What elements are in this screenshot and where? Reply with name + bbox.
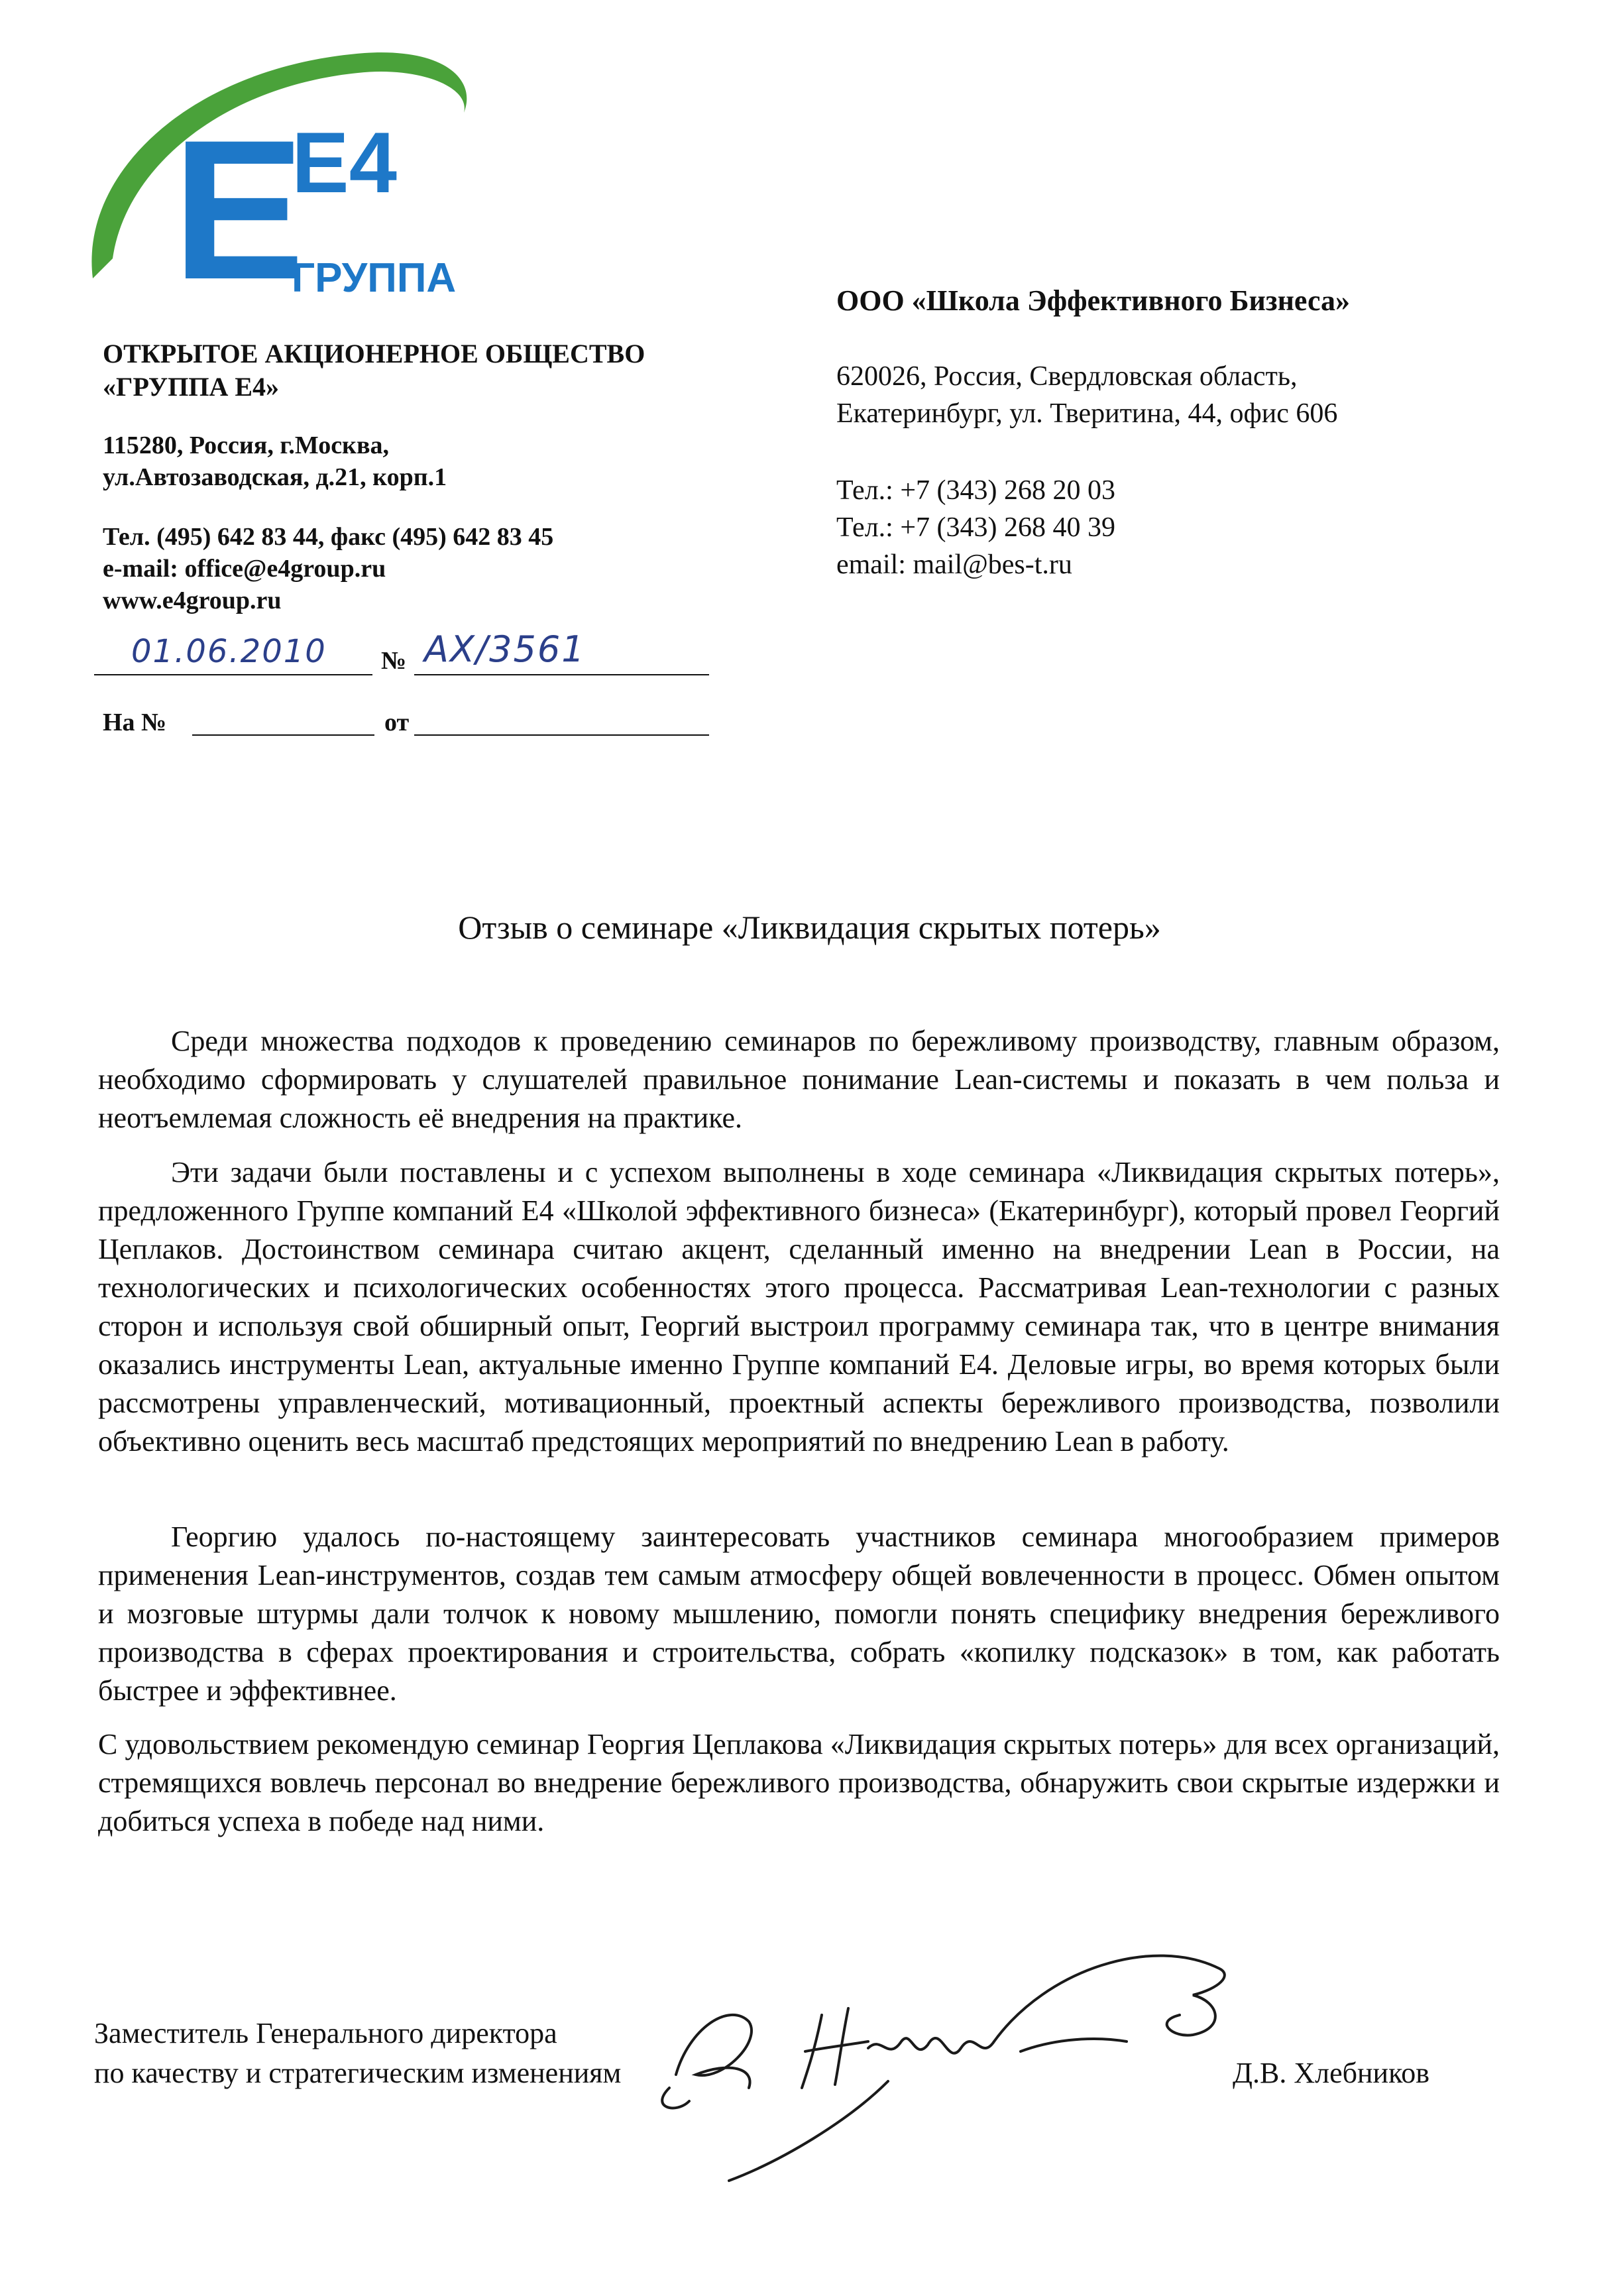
reply-number-line bbox=[192, 734, 374, 736]
recipient-phone1: Тел.: +7 (343) 268 20 03 bbox=[836, 475, 1115, 506]
handwritten-date: 01.06.2010 bbox=[131, 633, 327, 670]
reply-from-line bbox=[414, 734, 709, 736]
recipient-email: email: mail@bes-t.ru bbox=[836, 549, 1072, 580]
logo-word: ГРУППА bbox=[292, 255, 457, 301]
org-name-line2: «ГРУППА Е4» bbox=[103, 372, 280, 402]
handwritten-number: АХ/3561 bbox=[424, 628, 586, 670]
reply-number-label: На № bbox=[103, 709, 167, 736]
document-title: Отзыв о семинаре «Ликвидация скрытых потерь» bbox=[458, 909, 1161, 946]
body-paragraph-4: С удовольствием рекомендую семинар Георгия Цеплакова «Ликвидация скрытых потерь» для всех организаций, стремящихся вовлечь персонал во внедрение бережливого производства, обнаружить свои скрытые издержки и добиться успеха в победе над ними. bbox=[98, 1728, 1500, 1837]
logo-e: E bbox=[172, 98, 306, 318]
handwritten-signature bbox=[649, 1909, 1246, 2187]
body-paragraph-1: Среди множества подходов к проведению семинаров по бережливому производству, главным образом, необходимо сформировать у слушателей правильное понимание Lean-системы и показать в чем польза и неотъемлемая сложность её внедрения на практике. bbox=[98, 1025, 1500, 1134]
sender-address-line2: ул.Автозаводская, д.21, корп.1 bbox=[103, 463, 447, 491]
recipient-address-line1: 620026, Россия, Свердловская область, bbox=[836, 361, 1298, 392]
recipient-name: ООО «Школа Эффективного Бизнеса» bbox=[836, 284, 1351, 317]
body-paragraph-2: Эти задачи были поставлены и с успехом выполнены в ходе семинара «Ликвидация скрытых потерь», предложенного Группе компаний Е4 «Школой эффективного бизнеса» (Екатеринбург), который провел Георгий Цеплаков. Достоинством семинара считаю акцент, сделанный именно на внедрении Lean в России, на технологических и психологических особенностях этого процесса. Рассматривая Lean-технологии с разных сторон и используя свой обширный опыт, Георгий выстроил программу семинара так, что в центре внимания оказались инструменты Lean, актуальные именно Группе компаний Е4. Деловые игры, во время которых были рассмотрены управленческий, мотивационный, проектный аспекты бережливого производства, позволили объективно оценить весь масштаб предстоящих мероприятий по внедрению Lean в работу. bbox=[98, 1156, 1500, 1458]
sender-phone: Тел. (495) 642 83 44, факс (495) 642 83 45 bbox=[103, 523, 554, 551]
sender-address-line1: 115280, Россия, г.Москва, bbox=[103, 431, 389, 459]
logo-4: E4 bbox=[292, 114, 398, 211]
signer-name: Д.В. Хлебников bbox=[1233, 2057, 1430, 2089]
sender-website: www.e4group.ru bbox=[103, 587, 282, 614]
org-name-line1: ОТКРЫТОЕ АКЦИОНЕРНОЕ ОБЩЕСТВО bbox=[103, 339, 645, 369]
recipient-address-line2: Екатеринбург, ул. Тверитина, 44, офис 606 bbox=[836, 398, 1338, 429]
reply-from-label: от bbox=[384, 709, 410, 736]
signer-role-line1: Заместитель Генерального директора bbox=[94, 2017, 557, 2049]
number-label: № bbox=[381, 647, 407, 675]
date-line bbox=[94, 674, 372, 675]
sender-email: e-mail: office@e4group.ru bbox=[103, 555, 386, 583]
signer-role-line2: по качеству и стратегическим изменениям bbox=[94, 2057, 622, 2089]
recipient-phone2: Тел.: +7 (343) 268 40 39 bbox=[836, 512, 1115, 543]
number-line bbox=[414, 674, 709, 675]
company-logo bbox=[73, 40, 484, 318]
body-paragraph-3: Георгию удалось по-настоящему заинтересовать участников семинара многообразием примеров применения Lean-инструментов, создав тем самым атмосферу общей вовлеченности в процесс. Обмен опытом и мозговые штурмы дали толчок к новому мышлению, помогли понять специфику внедрения бережливого производства в сферах проектирования и строительства, собрать «копилку подсказок» в том, как работать быстрее и эффективнее. bbox=[98, 1521, 1500, 1707]
